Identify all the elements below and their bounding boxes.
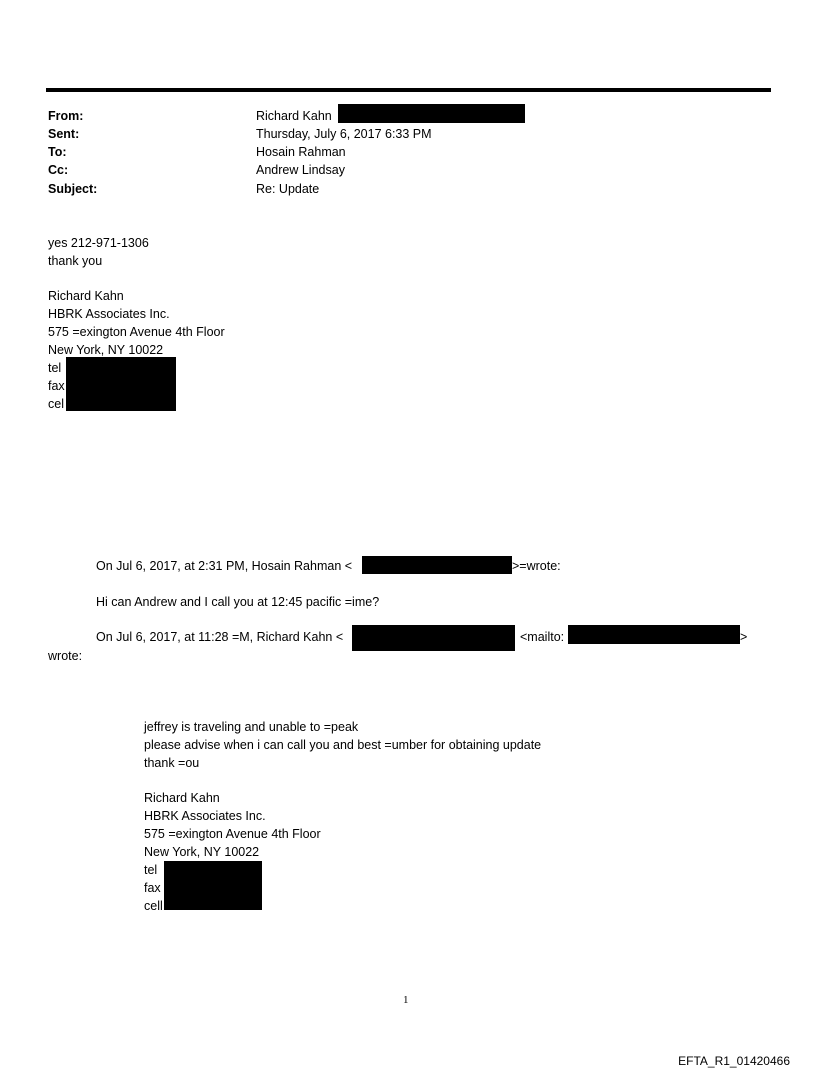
- quoted-header: [96, 557, 352, 575]
- redaction-box: [66, 357, 176, 411]
- signature-city: New York, NY 10022: [144, 845, 260, 859]
- cc-value: Andrew Lindsay: [256, 163, 345, 177]
- redaction-box: [338, 104, 525, 123]
- signature-tel: tel: [48, 361, 62, 375]
- quoted-line: jeffrey is traveling and unable to =peak: [144, 720, 359, 734]
- quoted-header-prefix: On Jul 6, 2017, at 11:28 =M, Richard Kahn: [96, 630, 333, 644]
- quoted-line: thank =ou: [144, 756, 200, 770]
- quoted-header: [96, 628, 343, 646]
- signature-company: HBRK Associates Inc.: [144, 809, 266, 823]
- signature-address: 575 =exington Avenue 4th Floor: [48, 325, 225, 339]
- quoted-header-prefix: On Jul 6, 2017, at 2:31 PM, Hosain Rahman: [96, 559, 342, 573]
- signature-city: New York, NY 10022: [48, 343, 164, 357]
- body-line: thank you: [48, 254, 103, 268]
- signature-name: Richard Kahn: [48, 289, 124, 303]
- redaction-box: [164, 861, 262, 910]
- wrote-text: wrote:: [48, 649, 83, 663]
- mailto-text: <mailto:: [520, 630, 565, 644]
- subject-value: Re: Update: [256, 182, 320, 196]
- redaction-box: [352, 625, 515, 651]
- signature-fax: fax: [144, 881, 161, 895]
- header-rule: [46, 88, 771, 92]
- quoted-header-lt: <: [344, 559, 353, 573]
- signature-tel: tel: [144, 863, 158, 877]
- quoted-body: [144, 718, 541, 772]
- signature-company: HBRK Associates Inc.: [48, 307, 170, 321]
- email-body: [48, 234, 149, 270]
- subject-label: Subject:: [48, 182, 98, 196]
- signature-fax: fax: [48, 379, 65, 393]
- from-value: Richard Kahn: [256, 109, 332, 123]
- document-id: EFTA_R1_01420466: [678, 1054, 790, 1068]
- redaction-box: [362, 556, 512, 574]
- to-label: To:: [48, 145, 67, 159]
- signature-name: Richard Kahn: [144, 791, 220, 805]
- sent-value: Thursday, July 6, 2017 6:33 PM: [256, 127, 432, 141]
- quoted-header-suffix: >=wrote:: [512, 559, 561, 573]
- to-value: Hosain Rahman: [256, 145, 346, 159]
- quoted-header-lt: <: [335, 630, 344, 644]
- from-label: From:: [48, 109, 84, 123]
- quoted-message: Hi can Andrew and I call you at 12:45 pacific =ime?: [96, 595, 380, 609]
- signature-cell: cell: [144, 899, 163, 913]
- cc-label: Cc:: [48, 163, 69, 177]
- body-line: yes 212-971-1306: [48, 236, 149, 250]
- signature-address: 575 =exington Avenue 4th Floor: [144, 827, 321, 841]
- page-number: 1: [403, 994, 409, 1006]
- redaction-box: [568, 625, 740, 644]
- signature-cel: cel: [48, 397, 64, 411]
- sent-label: Sent:: [48, 127, 80, 141]
- mailto-close: >: [740, 630, 748, 644]
- quoted-line: please advise when i can call you and best =umber for obtaining update: [144, 738, 542, 752]
